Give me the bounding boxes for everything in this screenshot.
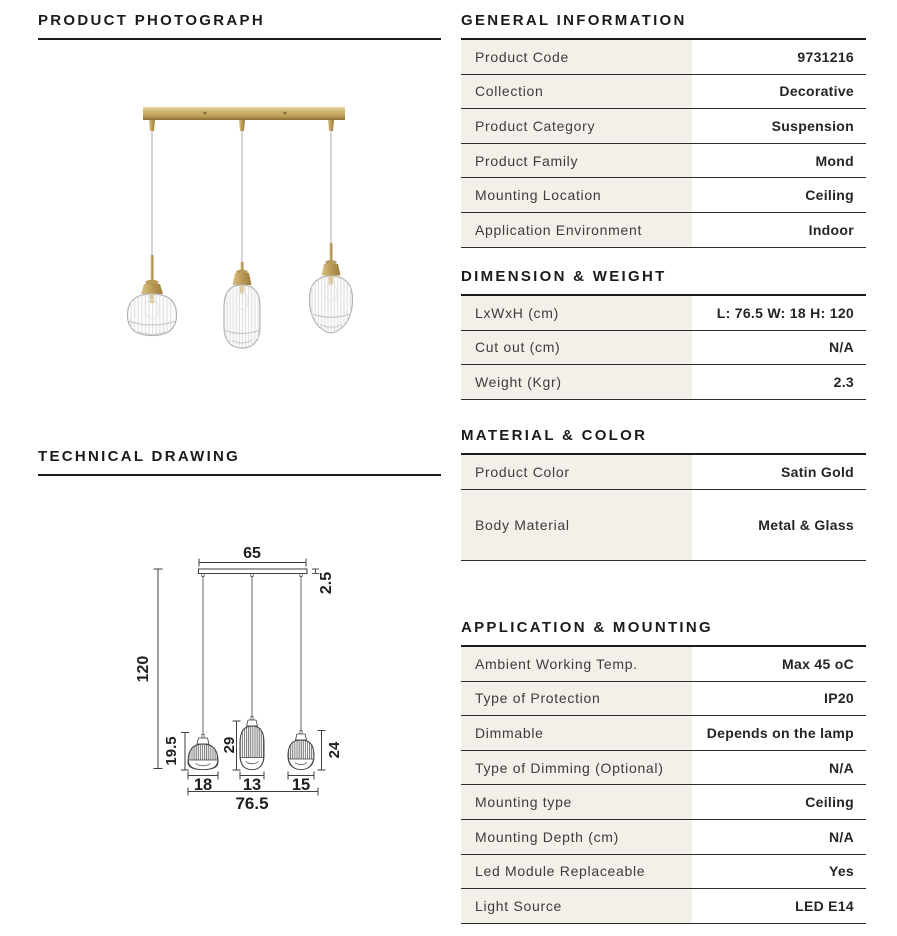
table-row xyxy=(461,40,866,75)
table-row xyxy=(461,331,866,366)
bulb-hint xyxy=(150,294,154,303)
table-row xyxy=(461,213,866,248)
spec-label: Product Family xyxy=(461,144,692,178)
spec-value: Depends on the lamp xyxy=(706,724,854,741)
cord-grip xyxy=(149,120,155,131)
spec-label: Collection xyxy=(461,75,692,109)
drawing-bar xyxy=(199,569,308,574)
spec-value: Ceiling xyxy=(805,794,854,811)
table-row xyxy=(461,751,866,786)
dim-shade2-width-label: 13 xyxy=(242,776,262,794)
spec-value: 9731216 xyxy=(797,48,854,65)
general-information-table xyxy=(461,38,866,248)
cord-grip xyxy=(239,120,245,131)
spec-value: Satin Gold xyxy=(781,463,854,480)
bar-screw xyxy=(284,112,287,115)
spec-label: Light Source xyxy=(461,889,692,923)
bar-screw xyxy=(204,112,207,115)
spec-label: Mounting Location xyxy=(461,178,692,212)
spec-value: Ceiling xyxy=(805,187,854,204)
spec-value: N/A xyxy=(828,759,854,776)
spec-label: Product Color xyxy=(461,455,692,489)
spec-value: Yes xyxy=(828,863,854,880)
table-row xyxy=(461,144,866,179)
table-row xyxy=(461,455,866,490)
dim-total-length-label: 76.5 xyxy=(235,794,269,813)
section-title-dimension-weight: DIMENSION & WEIGHT xyxy=(461,268,667,285)
dimension-weight-section xyxy=(461,268,866,400)
table-row xyxy=(461,820,866,855)
dim-shade3-width-label: 15 xyxy=(291,776,311,794)
pendant-left xyxy=(128,255,177,338)
application-mounting-section xyxy=(461,619,866,924)
spec-label: Mounting type xyxy=(461,785,692,819)
spec-value: Max 45 oC xyxy=(782,655,854,672)
spec-label: Product Code xyxy=(461,40,692,74)
spec-value: N/A xyxy=(828,339,854,356)
dim-total-height-label: 120 xyxy=(135,655,152,683)
left-column xyxy=(38,0,441,936)
cord-grip xyxy=(328,120,334,131)
spec-value: IP20 xyxy=(824,690,854,707)
table-row xyxy=(461,75,866,110)
material-color-table xyxy=(461,453,866,561)
spec-label: Application Environment xyxy=(461,213,692,247)
section-title-general-information: GENERAL INFORMATION xyxy=(461,12,687,29)
dim-shade1-height-label: 19.5 xyxy=(163,736,180,766)
spec-value: N/A xyxy=(828,828,854,845)
section-title-material-color: MATERIAL & COLOR xyxy=(461,427,648,444)
spec-label: Led Module Replaceable xyxy=(461,855,692,889)
product-photo xyxy=(38,88,441,440)
spec-label: Ambient Working Temp. xyxy=(461,647,692,681)
spec-value: 2.3 xyxy=(833,373,854,390)
dim-shade3-height-label: 24 xyxy=(326,741,343,759)
spec-label: Type of Dimming (Optional) xyxy=(461,751,692,785)
table-row xyxy=(461,109,866,144)
table-row xyxy=(461,855,866,890)
spec-value: Metal & Glass xyxy=(758,516,854,533)
dim-shade1-width-label: 18 xyxy=(193,776,213,794)
dim-bar-height-label: 2.5 xyxy=(318,571,335,595)
spec-label: LxWxH (cm) xyxy=(461,296,692,330)
section-title-technical-drawing: TECHNICAL DRAWING xyxy=(38,448,441,476)
spec-label: Product Category xyxy=(461,109,692,143)
table-row xyxy=(461,365,866,400)
pendant-right xyxy=(310,243,353,335)
spec-label: Dimmable xyxy=(461,716,692,750)
table-row xyxy=(461,716,866,751)
table-row xyxy=(461,682,866,717)
table-row xyxy=(461,889,866,924)
drawing-pendant-middle xyxy=(240,717,264,770)
dim-shade2-height-label: 29 xyxy=(221,736,238,754)
section-title-product-photograph: PRODUCT PHOTOGRAPH xyxy=(38,12,441,40)
spec-label: Mounting Depth (cm) xyxy=(461,820,692,854)
spec-value: Mond xyxy=(815,152,854,169)
spec-label: Body Material xyxy=(461,490,692,560)
dim-bar-width-label: 65 xyxy=(243,545,261,562)
spec-value: Indoor xyxy=(808,221,854,238)
spec-value: LED E14 xyxy=(795,897,854,914)
spec-label: Type of Protection xyxy=(461,682,692,716)
application-mounting-table xyxy=(461,645,866,924)
spec-value: Suspension xyxy=(771,117,854,134)
table-row xyxy=(461,178,866,213)
table-row xyxy=(461,785,866,820)
drawing-pendant-right xyxy=(288,731,314,770)
pendant-middle xyxy=(224,262,260,350)
material-color-section xyxy=(461,427,866,561)
dimension-weight-table xyxy=(461,294,866,400)
technical-drawing xyxy=(128,545,380,817)
spec-label: Weight (Kgr) xyxy=(461,365,692,399)
section-title-application-mounting: APPLICATION & MOUNTING xyxy=(461,619,713,636)
spec-label: Cut out (cm) xyxy=(461,331,692,365)
right-column xyxy=(461,0,866,936)
general-information-section xyxy=(461,12,866,248)
table-row xyxy=(461,647,866,682)
ceiling-bar xyxy=(143,107,345,131)
drawing-pendant-left xyxy=(188,735,218,770)
spec-value: Decorative xyxy=(779,83,854,100)
table-row xyxy=(461,490,866,561)
table-row xyxy=(461,296,866,331)
spec-value: L: 76.5 W: 18 H: 120 xyxy=(716,304,854,321)
